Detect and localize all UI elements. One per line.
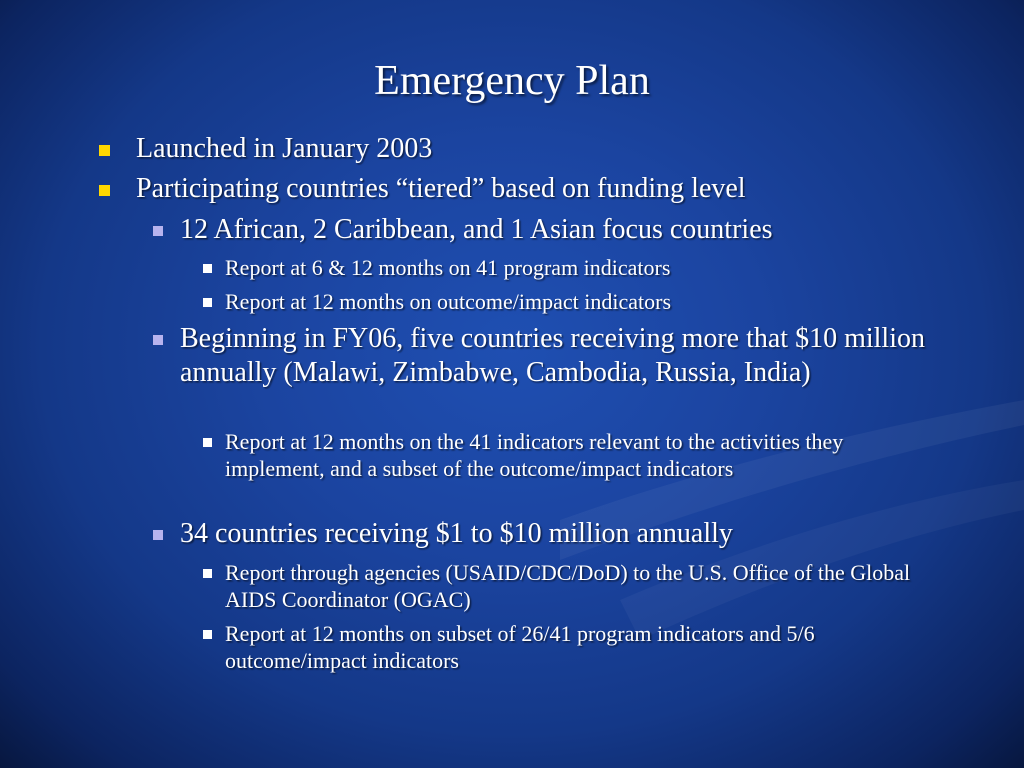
slide-title: Emergency Plan [374,58,650,104]
bullet-text: 34 countries receiving $1 to $10 million annually [180,518,733,549]
bullet-text: 12 African, 2 Caribbean, and 1 Asian focus countries [180,214,773,245]
square-bullet-icon [153,226,163,236]
sub-sub-bullet-item [225,428,945,482]
square-bullet-icon [203,630,212,639]
square-bullet-icon [203,298,212,307]
square-bullet-icon [99,145,110,156]
square-bullet-icon [203,438,212,447]
bullet-text: Report at 12 months on outcome/impact indicators [225,289,672,314]
sub-bullet-item [180,322,955,390]
bullet-item [136,172,956,206]
sub-sub-bullet-item [225,254,965,281]
sub-sub-bullet-item [225,620,960,674]
sub-sub-bullet-item [225,559,915,613]
bullet-text: Report through agencies (USAID/CDC/DoD) to the U.S. Office of the Global AIDS Coordinator (OGAC) [225,560,911,612]
bullet-text: Beginning in FY06, five countries receiving more that $10 million annually (Malawi, Zimbabwe, Cambodia, Russia, India) [180,323,925,388]
bullet-text: Launched in January 2003 [136,133,433,164]
sub-sub-bullet-item [225,288,965,315]
sub-bullet-item [180,517,970,551]
square-bullet-icon [99,185,110,196]
square-bullet-icon [203,569,212,578]
square-bullet-icon [153,335,163,345]
bullet-text: Report at 12 months on subset of 26/41 program indicators and 5/6 outcome/impact indicators [225,621,815,673]
bullet-text: Participating countries “tiered” based on funding level [136,173,746,204]
sub-bullet-item [180,213,970,247]
bullet-item [136,132,956,166]
square-bullet-icon [153,530,163,540]
bullet-text: Report at 12 months on the 41 indicators relevant to the activities they implement, and a subset of the outcome/impact indicators [225,429,844,481]
square-bullet-icon [203,264,212,273]
bullet-text: Report at 6 & 12 months on 41 program indicators [225,255,671,280]
